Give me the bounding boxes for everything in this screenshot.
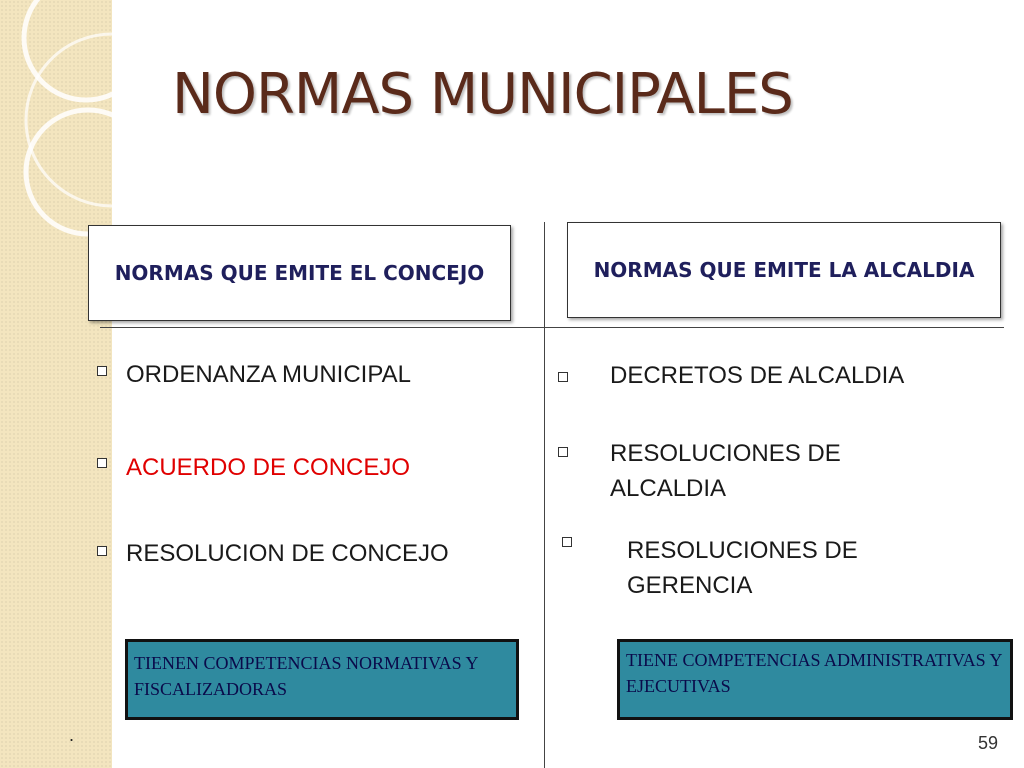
square-bullet-icon — [558, 372, 568, 382]
note-alcaldia: TIENE COMPETENCIAS ADMINISTRATIVAS Y EJECUTIVAS — [617, 639, 1013, 720]
page-number: 59 — [978, 733, 999, 753]
left-item-acuerdo: ACUERDO DE CONCEJO — [126, 454, 411, 481]
decorative-side-strip — [0, 0, 112, 768]
right-item-resoluciones-gerencia: RESOLUCIONES DE GERENCIA — [627, 537, 858, 599]
vertical-divider — [544, 222, 545, 768]
left-item-resolucion: RESOLUCION DE CONCEJO — [126, 540, 449, 567]
square-bullet-icon — [97, 366, 107, 376]
header-concejo: NORMAS QUE EMITE EL CONCEJO — [88, 225, 511, 321]
horizontal-divider — [100, 327, 1004, 328]
square-bullet-icon — [562, 537, 572, 547]
slide-title: NORMAS MUNICIPALES — [172, 62, 793, 127]
header-alcaldia: NORMAS QUE EMITE LA ALCALDIA — [567, 222, 1001, 318]
left-item-ordenanza: ORDENANZA MUNICIPAL — [126, 361, 411, 388]
square-bullet-icon — [97, 546, 107, 556]
square-bullet-icon — [97, 458, 107, 468]
note-concejo: TIENEN COMPETENCIAS NORMATIVAS Y FISCALIZADORAS — [125, 639, 519, 720]
right-item-decretos: DECRETOS DE ALCALDIA — [610, 362, 905, 389]
right-item-resoluciones-alcaldia: RESOLUCIONES DE ALCALDIA — [610, 440, 841, 502]
square-bullet-icon — [558, 447, 568, 457]
footer-mark: . — [69, 725, 75, 745]
